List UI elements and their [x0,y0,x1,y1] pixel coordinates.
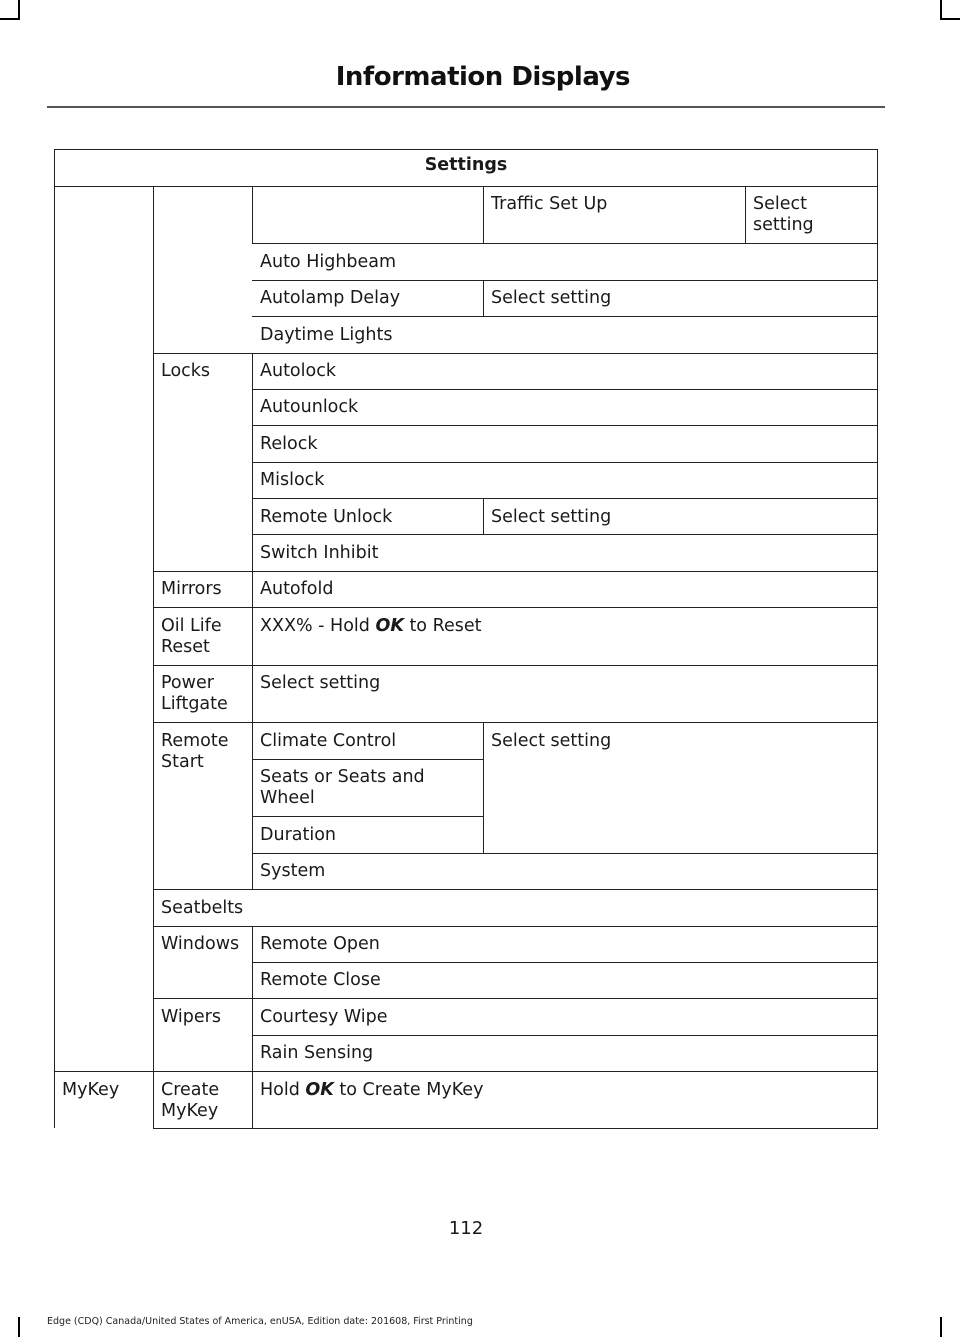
cell-duration: Duration [260,825,337,845]
cell-power-liftgate: Power Liftgate [161,673,228,714]
cell-seats: Seats or Seats and Wheel [260,767,425,808]
crop-mark [0,18,20,20]
row-divider [252,425,878,426]
cell-remote-unlock: Remote Unlock [260,507,393,527]
cell-remote-close: Remote Close [260,970,381,990]
column-divider [252,186,253,243]
cell-rain-sensing: Rain Sensing [260,1043,374,1063]
cell-relock: Relock [260,434,318,454]
cell-traffic-value: Select setting [753,194,814,235]
cell-system: System [260,861,326,881]
cell-create-mykey: Create MyKey [161,1080,220,1121]
crop-mark [940,18,960,20]
mykey-value-prefix: Hold [260,1080,306,1100]
header-divider [47,106,885,108]
cell-seatbelts: Seatbelts [161,898,244,918]
cell-oil-value [252,608,489,637]
cell-oil-life-reset: Oil Life Reset [161,616,222,657]
cell-autolamp-delay: Autolamp Delay [260,288,401,308]
crop-mark [18,1317,20,1337]
table-title: Settings [424,155,508,175]
crop-mark [18,0,20,20]
cell-autofold: Autofold [260,579,334,599]
cell-liftgate-value: Select setting [260,673,381,693]
cell-remote-start-value: Select setting [491,731,612,751]
cell-switch-inhibit: Switch Inhibit [260,543,379,563]
cell-autolamp-value: Select setting [491,288,612,308]
cell-locks: Locks [161,361,211,381]
oil-value-suffix: to Reset [403,616,482,636]
cell-remote-unlock-value: Select setting [491,507,612,527]
page-title: Information Displays [335,62,630,92]
cell-autolock: Autolock [260,361,336,381]
cell-climate-control: Climate Control [260,731,397,751]
oil-value-prefix: XXX% - Hold [260,616,376,636]
mykey-value-suffix: to Create MyKey [333,1080,484,1100]
ok-label: OK [305,1080,334,1100]
cell-wipers: Wipers [161,1007,221,1027]
footer-edition-info: Edge (CDQ) Canada/United States of America, enUSA, Edition date: 201608, First Printing [47,1316,473,1327]
row-divider [252,853,878,854]
cell-mislock: Mislock [260,470,325,490]
cell-daytime-lights: Daytime Lights [260,325,393,345]
cell-autounlock: Autounlock [260,397,359,417]
ok-label: OK [375,616,404,636]
cell-auto-highbeam: Auto Highbeam [260,252,397,272]
cell-mykey: MyKey [62,1080,120,1100]
cell-mirrors: Mirrors [161,579,222,599]
cell-remote-start: Remote Start [161,731,229,772]
row-divider [153,889,878,890]
crop-mark [940,0,942,20]
row-divider [153,1128,878,1129]
page-number: 112 [448,1218,484,1239]
cell-courtesy-wipe: Courtesy Wipe [260,1007,388,1027]
cell-traffic-set-up: Traffic Set Up [491,194,608,214]
cell-windows: Windows [161,934,240,954]
row-divider [252,462,878,463]
crop-mark [940,1317,942,1337]
cell-remote-open: Remote Open [260,934,380,954]
cell-mykey-value [252,1072,491,1101]
